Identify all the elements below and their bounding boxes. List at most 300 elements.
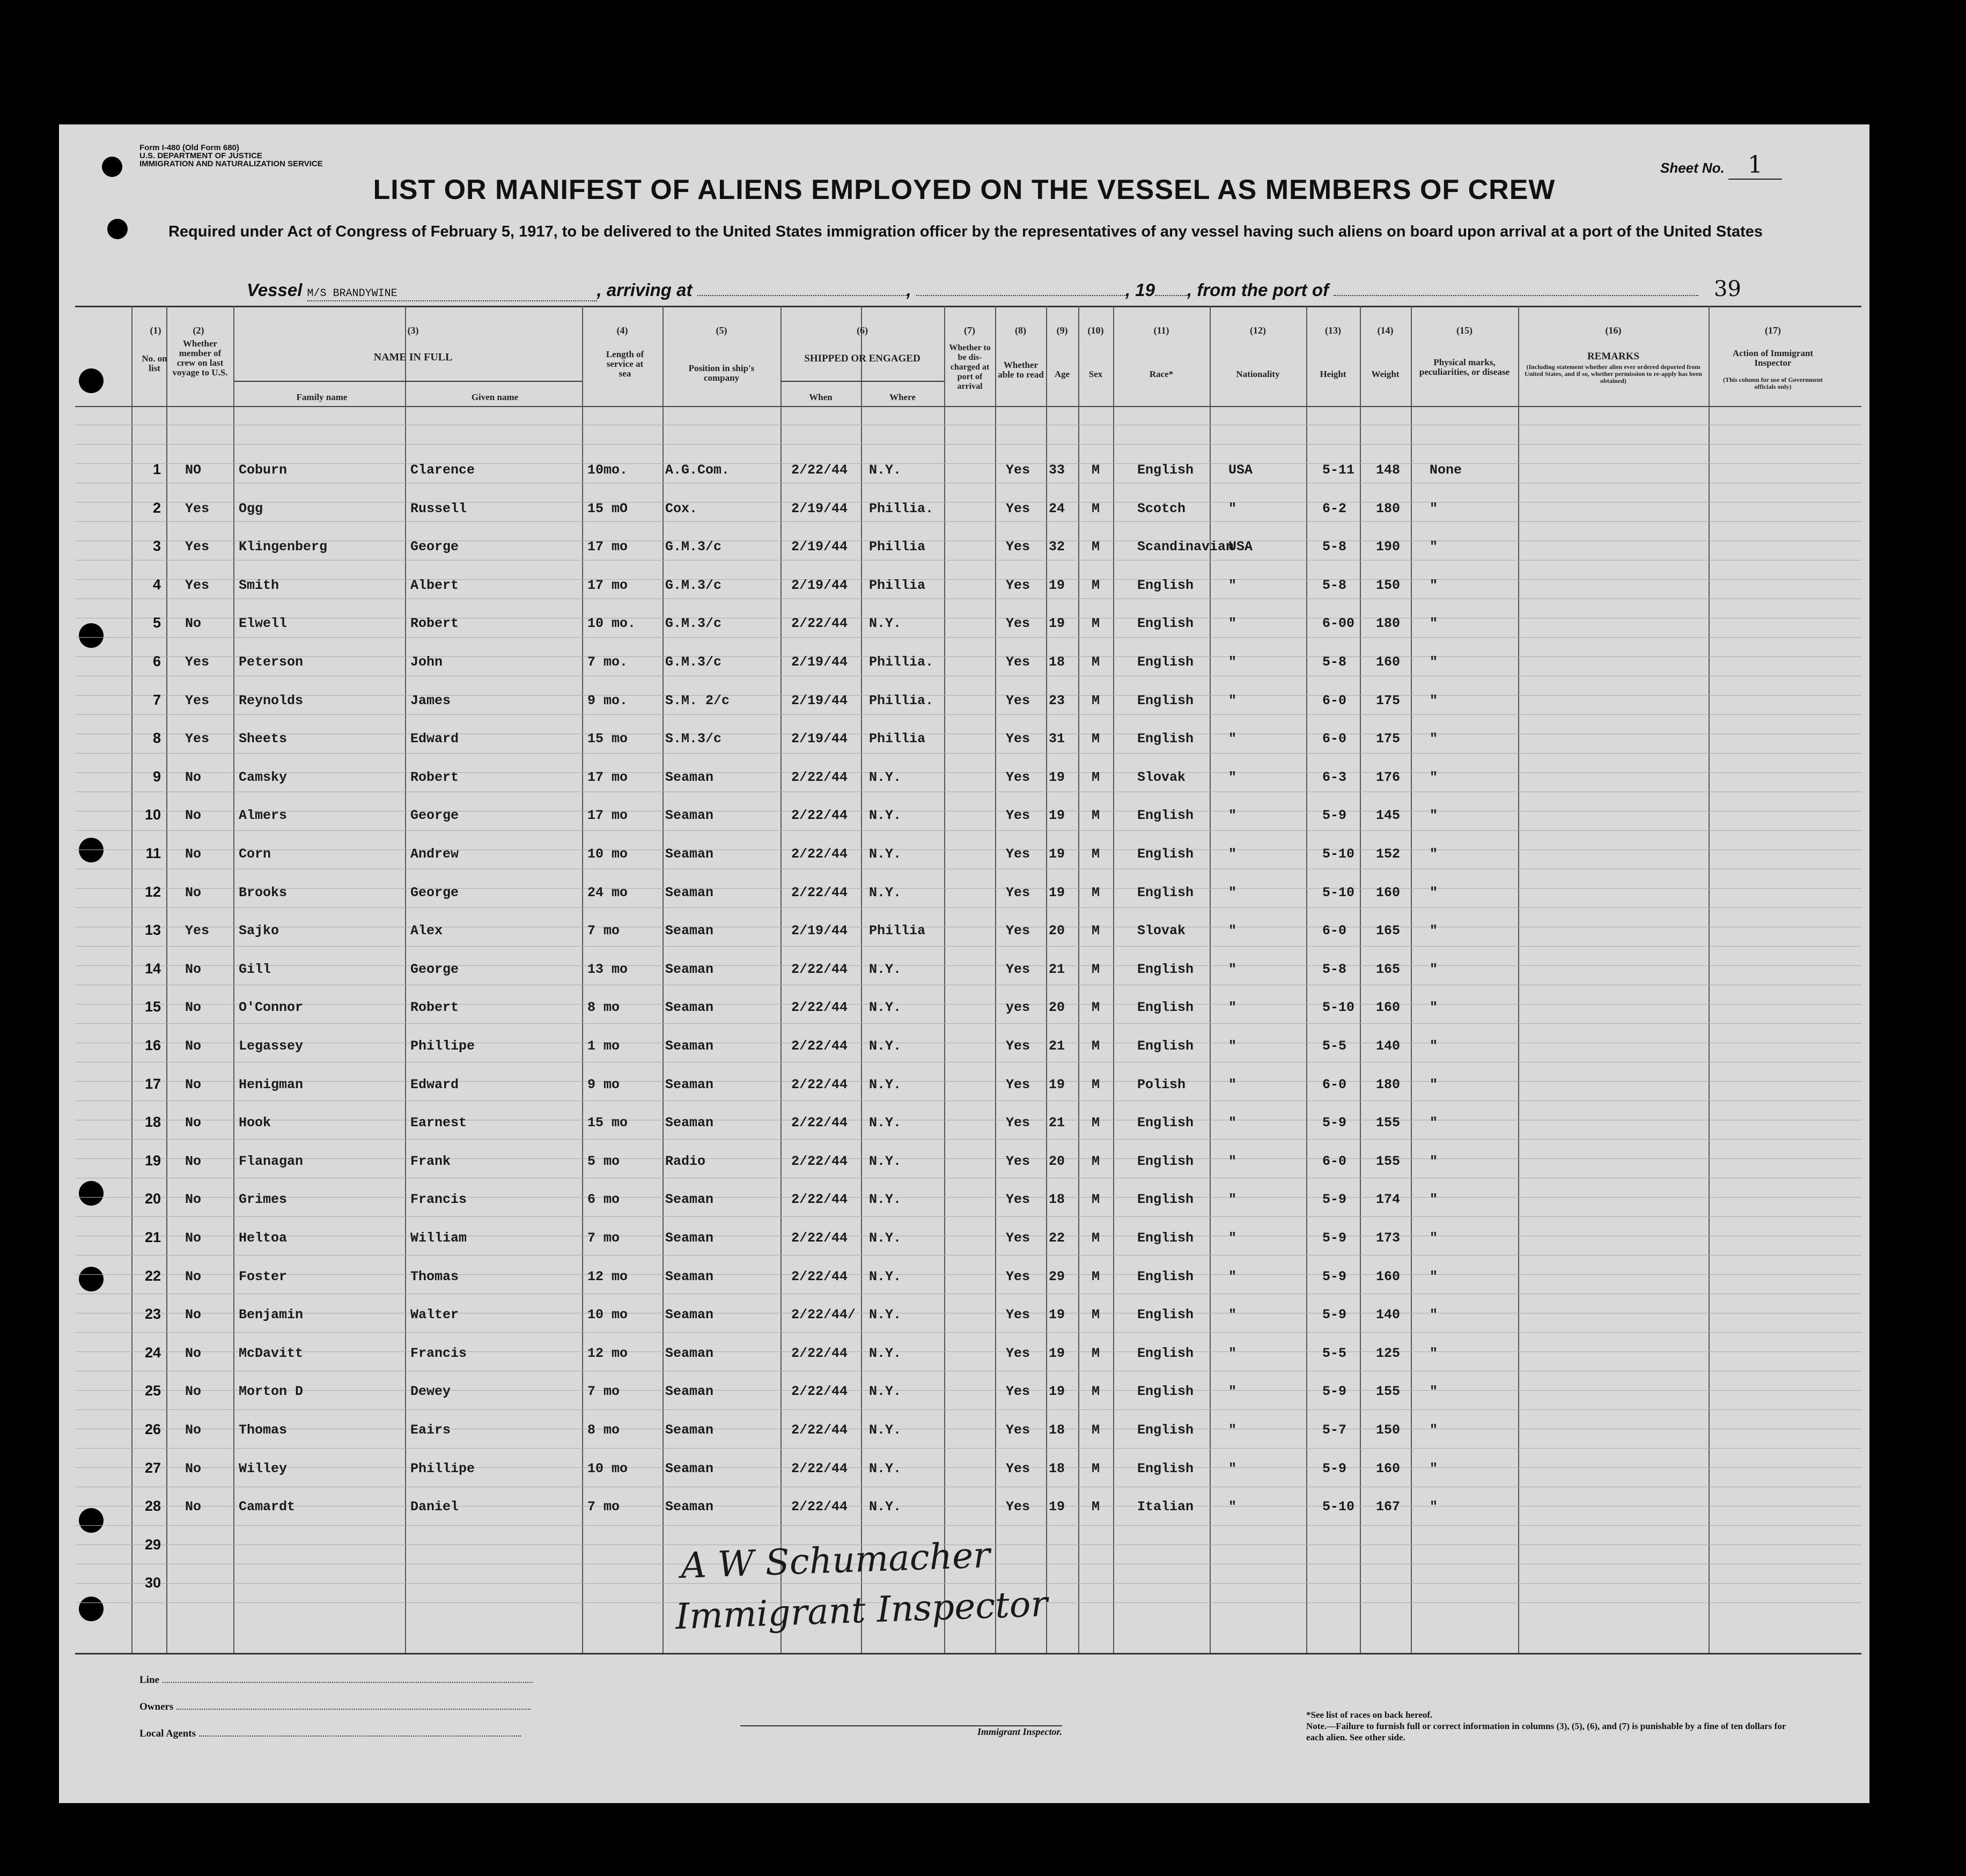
cell-prev: No — [185, 961, 202, 977]
cell-position: Seaman — [665, 1000, 714, 1016]
cell-service: 9 mo — [587, 1076, 620, 1092]
cell-when: 2/22/44 — [791, 1000, 848, 1016]
cell-family: Sheets — [239, 731, 288, 747]
cell-service: 1 mo — [587, 1038, 620, 1054]
cell-prev: No — [185, 1384, 202, 1400]
cell-race: English — [1137, 1230, 1194, 1246]
cell-read: Yes — [1006, 1384, 1030, 1400]
cell-marks: " — [1430, 1000, 1438, 1016]
cell-service: 6 mo — [587, 1192, 620, 1208]
cell-race: English — [1137, 1307, 1194, 1323]
cell-nat: " — [1228, 1000, 1237, 1016]
cell-family: Smith — [239, 577, 279, 593]
cell-sex: M — [1092, 1499, 1100, 1515]
cell-service: 15 mo — [587, 731, 628, 747]
row-number: 30 — [144, 1575, 161, 1591]
cell-read: Yes — [1006, 577, 1030, 593]
cell-sex: M — [1092, 1115, 1100, 1131]
cell-service: 10 mo — [587, 846, 628, 862]
cell-marks: " — [1430, 1422, 1438, 1438]
cell-when: 2/19/44 — [791, 731, 848, 747]
punch-hole — [79, 368, 104, 393]
cell-height: 6-0 — [1322, 923, 1347, 939]
cell-nat: " — [1228, 769, 1237, 785]
cell-weight: 180 — [1376, 616, 1401, 632]
cell-height: 6-00 — [1322, 616, 1355, 632]
cell-position: Seaman — [665, 769, 714, 785]
column-rule — [1046, 306, 1047, 1653]
cell-prev: No — [185, 1230, 202, 1246]
cell-given: George — [410, 539, 459, 555]
col-header-remarks-detail: (Including statement whether alien ever ordered deported from United States, and if so, whether permission to re-apply has been obtained) — [1525, 363, 1702, 385]
cell-sex: M — [1092, 731, 1100, 747]
cell-weight: 145 — [1376, 808, 1401, 824]
cell-prev: No — [185, 1422, 202, 1438]
cell-prev: Yes — [185, 731, 210, 747]
cell-when: 2/22/44 — [791, 1268, 848, 1284]
cell-service: 10 mo — [587, 1460, 628, 1476]
col-header-shipped: SHIPPED OR ENGAGED — [804, 353, 921, 364]
cell-age: 22 — [1049, 1230, 1065, 1246]
col-header-weight: Weight — [1371, 369, 1400, 379]
cell-age: 24 — [1049, 500, 1065, 516]
cell-sex: M — [1092, 846, 1100, 862]
cell-weight: 160 — [1376, 1460, 1401, 1476]
row-number: 20 — [144, 1191, 161, 1207]
cell-position: Seaman — [665, 1307, 714, 1323]
cell-prev: No — [185, 1192, 202, 1208]
cell-nat: " — [1228, 923, 1237, 939]
cell-family: O'Connor — [239, 1000, 304, 1016]
cell-race: English — [1137, 462, 1194, 478]
column-rule — [166, 306, 167, 1653]
row-number: 25 — [144, 1383, 161, 1399]
cell-nat: " — [1228, 961, 1237, 977]
cell-position: Radio — [665, 1153, 706, 1169]
cell-where: N.Y. — [869, 616, 902, 632]
cell-weight: 140 — [1376, 1307, 1401, 1323]
cell-given: Dewey — [410, 1384, 451, 1400]
cell-family: Camardt — [239, 1499, 296, 1515]
column-rule — [1518, 306, 1519, 1653]
cell-nat: " — [1228, 1153, 1237, 1169]
cell-prev: No — [185, 1153, 202, 1169]
cell-prev: No — [185, 1307, 202, 1323]
cell-position: Seaman — [665, 884, 714, 900]
cell-position: Seaman — [665, 1460, 714, 1476]
cell-race: Italian — [1137, 1499, 1194, 1515]
cell-read: Yes — [1006, 808, 1030, 824]
cell-prev: Yes — [185, 923, 210, 939]
cell-height: 6-3 — [1322, 769, 1347, 785]
cell-marks: " — [1430, 923, 1438, 939]
cell-marks: " — [1430, 1384, 1438, 1400]
cell-sex: M — [1092, 961, 1100, 977]
cell-family: Corn — [239, 846, 271, 862]
cell-where: N.Y. — [869, 462, 902, 478]
cell-where: N.Y. — [869, 884, 902, 900]
cell-read: Yes — [1006, 1076, 1030, 1092]
cell-given: James — [410, 692, 451, 708]
cell-height: 5-10 — [1322, 846, 1355, 862]
cell-prev: Yes — [185, 500, 210, 516]
cell-race: English — [1137, 1460, 1194, 1476]
cell-nat: " — [1228, 1460, 1237, 1476]
cell-marks: " — [1430, 769, 1438, 785]
cell-family: Legassey — [239, 1038, 304, 1054]
cell-height: 5-8 — [1322, 654, 1347, 670]
cell-position: Seaman — [665, 961, 714, 977]
cell-nat: " — [1228, 692, 1237, 708]
cell-prev: No — [185, 1499, 202, 1515]
cell-weight: 180 — [1376, 500, 1401, 516]
cell-nat: USA — [1228, 462, 1253, 478]
cell-where: N.Y. — [869, 1345, 902, 1361]
cell-family: Klingenberg — [239, 539, 328, 555]
cell-read: Yes — [1006, 846, 1030, 862]
cell-where: Phillia — [869, 577, 926, 593]
cell-sex: M — [1092, 1460, 1100, 1476]
row-number: 18 — [144, 1114, 161, 1131]
cell-when: 2/22/44 — [791, 808, 848, 824]
cell-sex: M — [1092, 577, 1100, 593]
cell-height: 5-9 — [1322, 808, 1347, 824]
cell-when: 2/22/44 — [791, 1038, 848, 1054]
cell-sex: M — [1092, 500, 1100, 516]
cell-where: N.Y. — [869, 1000, 902, 1016]
cell-age: 21 — [1049, 961, 1065, 977]
cell-where: N.Y. — [869, 1076, 902, 1092]
row-number: 29 — [144, 1536, 161, 1553]
cell-age: 31 — [1049, 731, 1065, 747]
cell-nat: " — [1228, 654, 1237, 670]
cell-race: English — [1137, 1384, 1194, 1400]
cell-race: English — [1137, 577, 1194, 593]
col-header-height: Height — [1320, 369, 1346, 379]
cell-read: Yes — [1006, 961, 1030, 977]
cell-given: Albert — [410, 577, 459, 593]
cell-marks: " — [1430, 1345, 1438, 1361]
cell-sex: M — [1092, 692, 1100, 708]
cell-position: G.M.3/c — [665, 539, 722, 555]
form-identifier: Form I-480 (Old Form 680) U.S. DEPARTMENT OF JUSTICE IMMIGRATION AND NATURALIZATION SERVICE — [139, 143, 323, 168]
cell-service: 12 mo — [587, 1268, 628, 1284]
cell-weight: 174 — [1376, 1192, 1401, 1208]
cell-given: George — [410, 808, 459, 824]
cell-given: Alex — [410, 923, 443, 939]
cell-given: Walter — [410, 1307, 459, 1323]
cell-weight: 160 — [1376, 1000, 1401, 1016]
column-rule — [944, 306, 945, 1653]
footer-owners: Owners — [139, 1701, 531, 1713]
cell-marks: " — [1430, 808, 1438, 824]
cell-position: G.M.3/c — [665, 616, 722, 632]
column-rule — [1210, 306, 1211, 1653]
cell-race: English — [1137, 616, 1194, 632]
cell-weight: 160 — [1376, 1268, 1401, 1284]
row-number: 27 — [144, 1459, 161, 1476]
cell-read: Yes — [1006, 1422, 1030, 1438]
handwritten-year: 39 — [1714, 277, 1741, 301]
cell-sex: M — [1092, 769, 1100, 785]
column-rule — [780, 306, 782, 1653]
footer-line: Line — [139, 1674, 533, 1686]
cell-race: English — [1137, 692, 1194, 708]
col-header-race: Race* — [1149, 369, 1174, 379]
cell-prev: No — [185, 846, 202, 862]
cell-family: Coburn — [239, 462, 288, 478]
cell-height: 6-0 — [1322, 1153, 1347, 1169]
cell-given: Francis — [410, 1192, 467, 1208]
cell-sex: M — [1092, 1422, 1100, 1438]
cell-when: 2/22/44 — [791, 462, 848, 478]
vessel-name: M/S BRANDYWINE — [307, 287, 397, 300]
cell-height: 5-5 — [1322, 1038, 1347, 1054]
col-header-where: Where — [889, 392, 916, 402]
cell-nat: " — [1228, 1115, 1237, 1131]
cell-where: N.Y. — [869, 1038, 902, 1054]
cell-height: 5-9 — [1322, 1384, 1347, 1400]
row-number: 2 — [152, 499, 161, 516]
cell-given: George — [410, 961, 459, 977]
row-number: 12 — [144, 883, 161, 900]
cell-age: 19 — [1049, 1345, 1065, 1361]
cell-nat: USA — [1228, 539, 1253, 555]
cell-marks: " — [1430, 692, 1438, 708]
cell-nat: " — [1228, 500, 1237, 516]
cell-when: 2/22/44 — [791, 1384, 848, 1400]
cell-age: 19 — [1049, 884, 1065, 900]
cell-read: Yes — [1006, 1307, 1030, 1323]
cell-given: George — [410, 884, 459, 900]
cell-prev: No — [185, 616, 202, 632]
cell-family: Reynolds — [239, 692, 304, 708]
col-header-physical-marks: Physical marks, peculiarities, or disease — [1419, 357, 1510, 377]
cell-marks: " — [1430, 884, 1438, 900]
cell-given: Thomas — [410, 1268, 459, 1284]
cell-service: 24 mo — [587, 884, 628, 900]
cell-height: 5-10 — [1322, 1499, 1355, 1515]
cell-where: N.Y. — [869, 1115, 902, 1131]
cell-when: 2/22/44 — [791, 961, 848, 977]
cell-when: 2/22/44 — [791, 1345, 848, 1361]
cell-position: A.G.Com. — [665, 462, 730, 478]
cell-height: 5-8 — [1322, 577, 1347, 593]
cell-given: Phillipe — [410, 1038, 475, 1054]
cell-age: 19 — [1049, 846, 1065, 862]
cell-sex: M — [1092, 462, 1100, 478]
cell-weight: 175 — [1376, 692, 1401, 708]
col-header-service: Length of service at sea — [606, 349, 644, 379]
cell-age: 21 — [1049, 1115, 1065, 1131]
cell-prev: No — [185, 808, 202, 824]
cell-nat: " — [1228, 1268, 1237, 1284]
cell-prev: No — [185, 884, 202, 900]
cell-prev: No — [185, 1038, 202, 1054]
column-rule — [405, 306, 406, 1653]
cell-race: Slovak — [1137, 769, 1186, 785]
col-header-prev-voyage: Whether member of crew on last voyage to U.S. — [172, 338, 228, 378]
column-rule — [582, 306, 583, 1653]
cell-read: Yes — [1006, 731, 1030, 747]
cell-height: 5-10 — [1322, 884, 1355, 900]
cell-weight: 155 — [1376, 1115, 1401, 1131]
cell-height: 6-0 — [1322, 731, 1347, 747]
row-number: 17 — [144, 1075, 161, 1092]
cell-when: 2/22/44 — [791, 1460, 848, 1476]
cell-age: 33 — [1049, 462, 1065, 478]
cell-height: 5-8 — [1322, 961, 1347, 977]
cell-position: S.M. 2/c — [665, 692, 730, 708]
cell-nat: " — [1228, 808, 1237, 824]
signature-title: Immigrant Inspector — [674, 1583, 1049, 1637]
cell-weight: 155 — [1376, 1384, 1401, 1400]
cell-service: 7 mo. — [587, 654, 628, 670]
cell-service: 15 mo — [587, 1115, 628, 1131]
manifest-sheet: Form I-480 (Old Form 680) U.S. DEPARTMENT OF JUSTICE IMMIGRATION AND NATURALIZATION SERVICE Sheet No. 1 LIST OR MANIFEST OF ALIENS EMPLOYED ON THE VESSEL AS MEMBERS OF CREW Required under Act of Congress of February 5, 1917, to be delivered to the United States immigration officer by the representatives of any vessel having such aliens on board upon arrival at a port of the United States Vessel M/S BRANDYWINE , arriving at , , 19 , from the port of 39 (1) No. on list (2) Whether member of crew on last voyage to U.S. (3) NAME IN FULL Family name Given name (4) Length of service at sea (5) Position in ship's company (6) SHIPPED OR ENGAGED When Where (7) Whether to be dis-charged at port of arrival (8) Whether able to read (9) Age (10) Sex (11) Race* (12) Nationality (13) Height (14) Weight (15) Physical marks, peculiarities, or disease (16) REMARKS (Including statement whether alien ever ordered deported from United States, and if so, whether permission to re-apply has been obtained) (17) Action of Immigrant Inspector (This column for use of Government officials only) 1 NO Coburn Clarence 10mo. A.G.Com. 2/22/44 N.Y. Yes 33 M English USA 5-11 148 None 2 Yes Ogg Russell 15 mO Cox. 2/19/44 Phillia. Yes 24 M Scotch " 6-2 180 " 3 Yes Klingenberg George 17 mo G.M.3/c 2/19/44 Phillia Yes 32 M Scandinavian USA 5-8 190 " 4 Yes Smith Albert 17 mo G.M.3/c 2/19/44 Phillia Yes 19 M English " 5-8 150 " 5 No Elwell Robert 10 mo. G.M.3/c 2/22/44 N.Y. Yes 19 M English " 6-00 180 " 6 Yes Peterson John 7 mo. G.M.3/c 2/19/44 Phillia. Yes 18 M English " 5-8 160 " 7 Yes Reynolds James 9 mo. S.M. 2/c 2/19/44 Phillia. Yes 23 M English " 6-0 175 " 8 Yes Sheets Edward 15 mo S.M.3/c 2/19/44 Phillia Yes 31 M English " 6-0 175 " 9 No Camsky Robert 17 mo Seaman 2/22/44 N.Y. Yes 19 M Slovak " 6-3 176 " 10 No Almers George 17 mo Seaman 2/22/44 N.Y. Yes 19 M English " 5-9 145 " 11 No Corn Andrew 10 mo Seaman 2/22/44 N.Y. Yes 19 M English " 5-10 152 " 12 No Brooks George 24 mo Seaman 2/22/44 N.Y. Yes 19 M English " 5-10 160 " 13 Yes Sajko Alex 7 mo Seaman 2/19/44 Phillia Yes 20 M Slovak " 6-0 165 " 14 No Gill George 13 mo Seaman 2/22/44 N.Y. Yes 21 M English " 5-8 165 " 15 No O'Connor Robert 8 mo Seaman 2/22/44 N.Y. yes 20 M English " 5-10 160 " 16 No Legassey Phillipe 1 mo Seaman 2/22/44 N.Y. Yes 21 M English " 5-5 140 " 17 No Henigman Edward 9 mo Seaman 2/22/44 N.Y. Yes 19 M Polish " 6-0 180 " 18 No Hook Earnest 15 mo Seaman 2/22/44 N.Y. Yes 21 M English " 5-9 155 " 19 No Flanagan Frank 5 mo Radio 2/22/44 N.Y. Yes 20 M English " 6-0 155 " 20 No Grimes Francis 6 mo Seaman 2/22/44 N.Y. Yes 18 M English " 5-9 174 " 21 No Heltoa William 7 mo Seaman 2/22/44 N.Y. Yes 22 M English " 5-9 173 " 22 No Foster Thomas 12 mo Seaman 2/22/44 N.Y. Yes 29 M English " 5-9 160 " 23 No Benjamin Walter 10 mo Seaman 2/22/44/ N.Y. Yes 19 M English " 5-9 140 " 24 No McDavitt Francis 12 mo Seaman 2/22/44 N.Y. Yes 19 M English " 5-5 125 " 25 No Morton D Dewey 7 mo Seaman 2/22/44 N.Y. Yes 19 M English " 5-9 155 " 26 No Thomas Eairs 8 mo Seaman 2/22/44 N.Y. Yes 18 M English " 5-7 150 " 27 No Willey Phillipe 10 mo Seaman 2/22/44 N.Y. Yes 18 M English " 5-9 160 " 28 No Camardt Daniel 7 mo Seaman 2/22/44 N.Y. Yes 19 M Italian " 5-10 167 " 29 30 A W Schumacher Immigrant Inspector Line Owners Local Agents Immigrant Inspector. *See list of races on back hereof. Note.—Failure to furnish full or correct information in columns (3), (5), (6), and (7) is punishable by a fine of ten dollars for each alien. See other side. — [59, 124, 1869, 1803]
cell-age: 19 — [1049, 1499, 1065, 1515]
col-header-sex: Sex — [1088, 369, 1103, 379]
cell-where: N.Y. — [869, 1307, 902, 1323]
row-number: 22 — [144, 1267, 161, 1284]
column-rule — [1306, 306, 1307, 1653]
cell-age: 23 — [1049, 692, 1065, 708]
cell-position: G.M.3/c — [665, 577, 722, 593]
cell-service: 10mo. — [587, 462, 628, 478]
cell-family: Morton D — [239, 1384, 304, 1400]
cell-where: N.Y. — [869, 1230, 902, 1246]
cell-height: 6-2 — [1322, 500, 1347, 516]
cell-sex: M — [1092, 539, 1100, 555]
cell-marks: " — [1430, 1499, 1438, 1515]
cell-sex: M — [1092, 923, 1100, 939]
cell-race: English — [1137, 884, 1194, 900]
cell-sex: M — [1092, 808, 1100, 824]
cell-family: Thomas — [239, 1422, 288, 1438]
cell-where: Phillia. — [869, 692, 934, 708]
cell-weight: 150 — [1376, 1422, 1401, 1438]
cell-position: Seaman — [665, 808, 714, 824]
col-header-no: No. on list — [142, 353, 167, 373]
sheet-number: Sheet No. 1 — [1660, 151, 1782, 180]
cell-where: Phillia — [869, 539, 926, 555]
cell-position: Seaman — [665, 1268, 714, 1284]
row-number: 4 — [152, 576, 161, 593]
cell-read: Yes — [1006, 1345, 1030, 1361]
row-number: 7 — [152, 691, 161, 708]
cell-given: Phillipe — [410, 1460, 475, 1476]
cell-prev: NO — [185, 462, 202, 478]
row-number: 11 — [145, 845, 161, 861]
cell-service: 9 mo. — [587, 692, 628, 708]
cell-marks: " — [1430, 961, 1438, 977]
col-header-remarks: REMARKS — [1587, 351, 1640, 362]
column-rule — [662, 306, 664, 1653]
col-header-inspector-note: (This column for use of Government officials only) — [1722, 376, 1823, 390]
cell-read: Yes — [1006, 462, 1030, 478]
cell-prev: Yes — [185, 692, 210, 708]
cell-weight: 160 — [1376, 884, 1401, 900]
row-number: 13 — [144, 922, 161, 939]
cell-position: Seaman — [665, 1499, 714, 1515]
cell-nat: " — [1228, 1038, 1237, 1054]
cell-age: 18 — [1049, 654, 1065, 670]
cell-where: N.Y. — [869, 1153, 902, 1169]
cell-nat: " — [1228, 1307, 1237, 1323]
cell-race: Slovak — [1137, 923, 1186, 939]
cell-sex: M — [1092, 1038, 1100, 1054]
col-header-read: Whether able to read — [998, 360, 1044, 380]
cell-service: 8 mo — [587, 1000, 620, 1016]
cell-weight: 167 — [1376, 1499, 1401, 1515]
column-rule — [1709, 306, 1710, 1653]
cell-age: 19 — [1049, 1384, 1065, 1400]
row-number: 24 — [144, 1344, 161, 1361]
cell-marks: " — [1430, 1153, 1438, 1169]
cell-sex: M — [1092, 616, 1100, 632]
cell-given: Robert — [410, 769, 459, 785]
cell-when: 2/19/44 — [791, 500, 848, 516]
cell-read: Yes — [1006, 1115, 1030, 1131]
cell-read: Yes — [1006, 1460, 1030, 1476]
signature-name: A W Schumacher — [680, 1534, 991, 1586]
cell-weight: 165 — [1376, 923, 1401, 939]
cell-marks: " — [1430, 846, 1438, 862]
cell-marks: " — [1430, 1230, 1438, 1246]
cell-given: Edward — [410, 731, 459, 747]
cell-age: 18 — [1049, 1422, 1065, 1438]
row-number: 14 — [144, 960, 161, 977]
cell-service: 17 mo — [587, 577, 628, 593]
cell-when: 2/19/44 — [791, 539, 848, 555]
cell-read: Yes — [1006, 923, 1030, 939]
document-subtitle: Required under Act of Congress of February 5, 1917, to be delivered to the United States immigration officer by the representatives of any vessel having such aliens on board upon arrival at a port of the United States — [168, 223, 1763, 240]
cell-nat: " — [1228, 1192, 1237, 1208]
cell-prev: No — [185, 1115, 202, 1131]
cell-weight: 173 — [1376, 1230, 1401, 1246]
cell-height: 5-7 — [1322, 1422, 1347, 1438]
cell-sex: M — [1092, 1268, 1100, 1284]
cell-race: English — [1137, 1038, 1194, 1054]
cell-weight: 125 — [1376, 1345, 1401, 1361]
col-header-given-name: Given name — [471, 392, 519, 402]
cell-race: English — [1137, 961, 1194, 977]
cell-prev: Yes — [185, 539, 210, 555]
cell-race: Polish — [1137, 1076, 1186, 1092]
cell-service: 17 mo — [587, 769, 628, 785]
cell-prev: Yes — [185, 577, 210, 593]
cell-race: English — [1137, 731, 1194, 747]
column-rule — [1078, 306, 1079, 1653]
cell-family: Foster — [239, 1268, 288, 1284]
cell-where: N.Y. — [869, 769, 902, 785]
cell-marks: " — [1430, 1307, 1438, 1323]
cell-weight: 190 — [1376, 539, 1401, 555]
cell-family: Sajko — [239, 923, 279, 939]
cell-race: English — [1137, 1115, 1194, 1131]
cell-position: Seaman — [665, 1230, 714, 1246]
cell-given: Clarence — [410, 462, 475, 478]
cell-given: John — [410, 654, 443, 670]
cell-when: 2/19/44 — [791, 577, 848, 593]
cell-marks: " — [1430, 616, 1438, 632]
cell-marks: " — [1430, 1460, 1438, 1476]
cell-family: Elwell — [239, 616, 288, 632]
cell-position: Seaman — [665, 1192, 714, 1208]
cell-given: William — [410, 1230, 467, 1246]
cell-position: Seaman — [665, 1384, 714, 1400]
cell-when: 2/22/44 — [791, 884, 848, 900]
